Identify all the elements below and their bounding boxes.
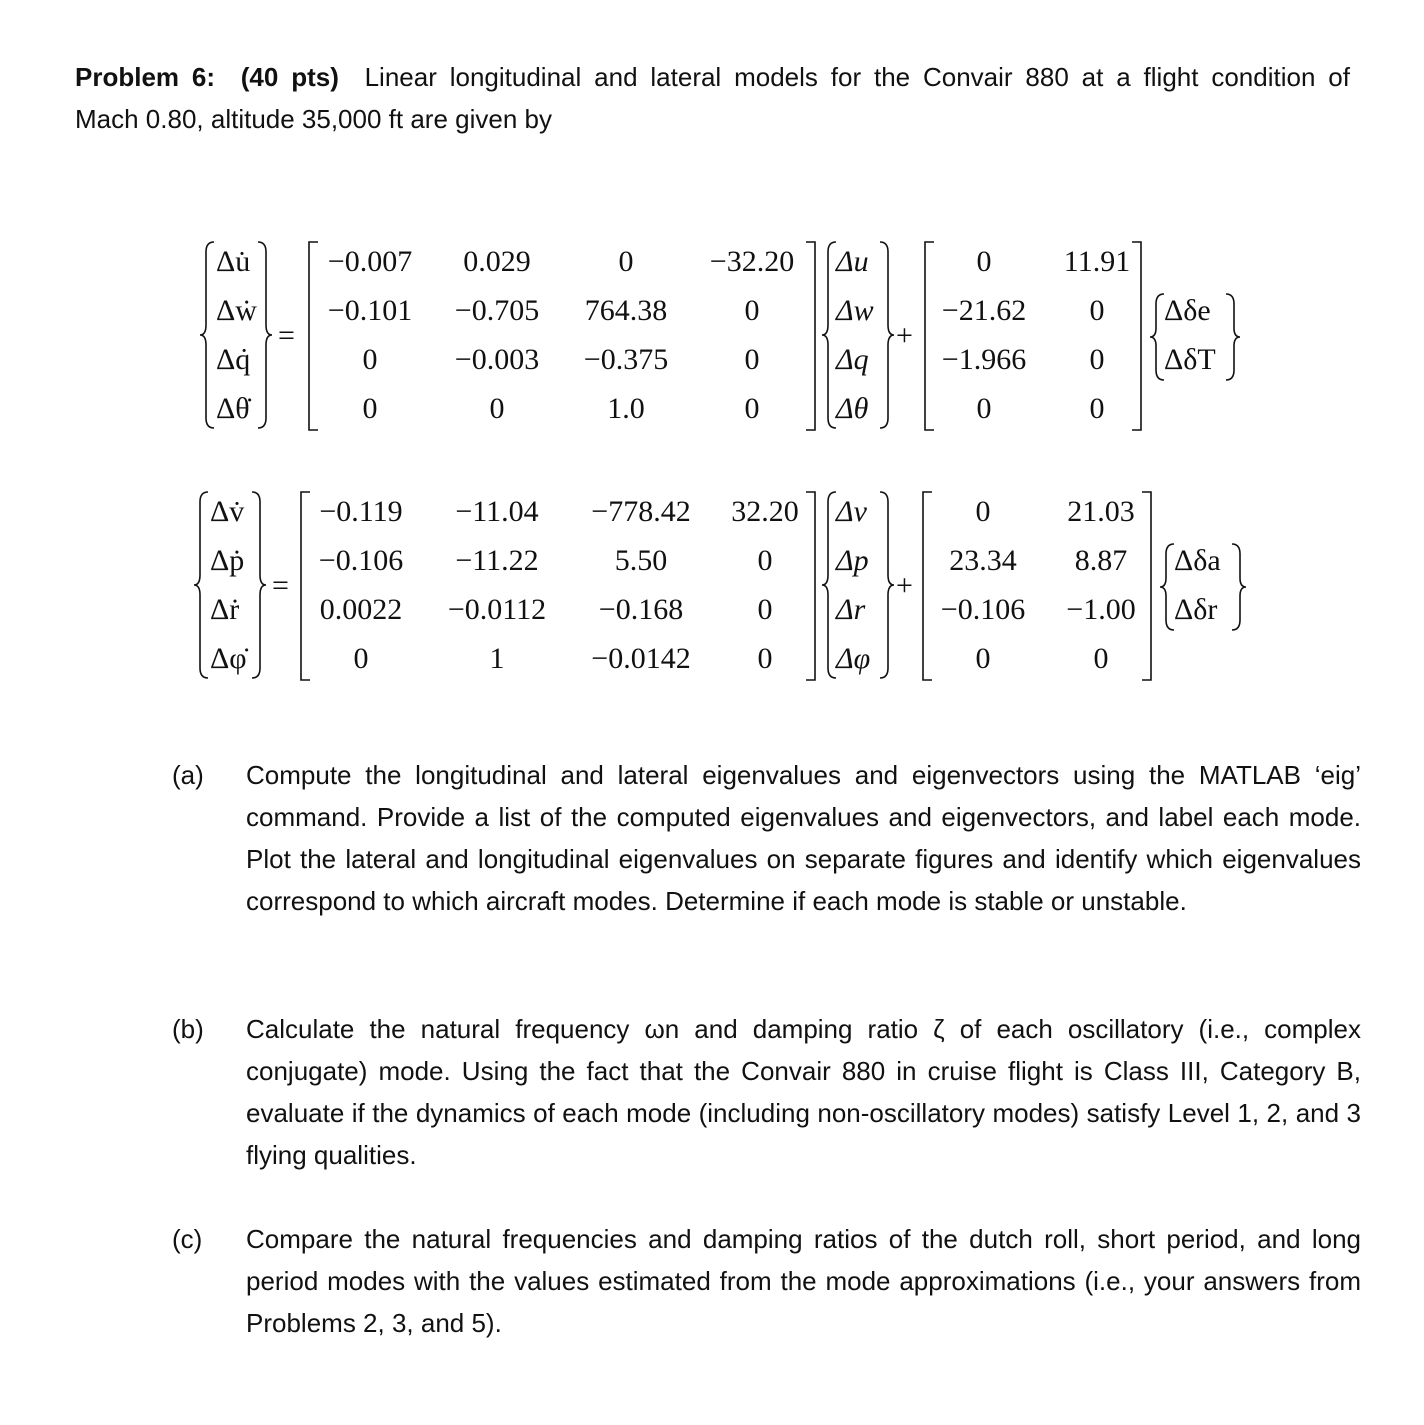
lat-A-bracket-right <box>804 490 818 682</box>
long-equals: = <box>278 319 295 352</box>
lat-equals: = <box>272 569 289 602</box>
part-b-label: (b) <box>172 1014 204 1044</box>
lat-A-2-2: −0.168 <box>598 593 684 626</box>
problem-label: Problem 6: <box>75 62 216 92</box>
long-B-2-0: −1.966 <box>941 343 1027 376</box>
lat-B-bracket-right <box>1140 490 1154 682</box>
long-A-1-0: −0.101 <box>327 294 413 327</box>
long-u-0: Δδe <box>1164 294 1211 327</box>
lat-u-1: Δδr <box>1174 593 1218 626</box>
long-lhs-2: Δq̇ <box>216 343 251 376</box>
long-B-3-0: 0 <box>976 392 992 425</box>
lat-A-1-0: −0.106 <box>318 544 404 577</box>
long-A-0-2: 0 <box>618 245 634 278</box>
lat-x-2: Δr <box>836 593 866 626</box>
long-A-0-1: 0.029 <box>463 245 531 278</box>
long-x-3: Δθ <box>836 392 869 425</box>
lat-B-2-1: −1.00 <box>1066 593 1136 626</box>
part-b-text: Calculate the natural frequency ωn and damping ratio ζ of each oscillatory (i.e., complex conjugate) mode. Using the fact that the Convair 880 in cruise flight is Class III, Category B, evaluate if the dynamics of each mode (including non-oscillatory modes) satisfy Level 1, 2, and 3 flying qualities. <box>246 1014 1361 1170</box>
lat-B-0-0: 0 <box>975 495 991 528</box>
lat-u-0: Δδa <box>1174 544 1221 577</box>
long-plus: + <box>896 319 913 352</box>
long-A-3-1: 0 <box>489 392 505 425</box>
lat-lhs-2: Δṙ <box>210 593 240 626</box>
lat-A-2-1: −0.0112 <box>447 593 547 626</box>
long-A-2-2: −0.375 <box>583 343 669 376</box>
lat-u-brace-right <box>1228 542 1248 632</box>
long-A-3-0: 0 <box>362 392 378 425</box>
lat-A-3-2: −0.0142 <box>591 642 691 675</box>
long-B-1-1: 0 <box>1089 294 1105 327</box>
long-B-0-1: 11.91 <box>1063 245 1131 278</box>
lat-x-brace-right <box>876 490 896 680</box>
long-A-2-3: 0 <box>744 343 760 376</box>
part-a-label: (a) <box>172 760 204 790</box>
long-B-0-0: 0 <box>976 245 992 278</box>
lat-lhs-3: Δφ̇ <box>210 642 247 675</box>
intro-text-1: Linear longitudinal and lateral models for the Convair 880 at a flight condition of <box>364 62 1350 92</box>
intro-text-2: Mach 0.80, altitude 35,000 ft are given by <box>75 104 552 134</box>
long-B-3-1: 0 <box>1089 392 1105 425</box>
lat-B-2-0: −0.106 <box>940 593 1026 626</box>
lat-x-3: Δφ <box>836 642 871 675</box>
long-A-0-0: −0.007 <box>327 245 413 278</box>
lat-B-1-0: 23.34 <box>949 544 1017 577</box>
lat-lhs-1: Δṗ <box>210 544 245 577</box>
long-A-1-2: 764.38 <box>584 294 668 327</box>
long-lhs-3: Δθ̇ <box>216 392 250 425</box>
long-B-1-0: −21.62 <box>941 294 1027 327</box>
lat-lhs-brace-left <box>192 490 212 680</box>
lat-x-1: Δp <box>836 544 869 577</box>
lat-A-0-3: 32.20 <box>731 495 799 528</box>
long-A-1-1: −0.705 <box>454 294 540 327</box>
lat-plus: + <box>896 569 913 602</box>
long-A-3-3: 0 <box>744 392 760 425</box>
lat-A-3-0: 0 <box>353 642 369 675</box>
lat-A-0-2: −778.42 <box>591 495 691 528</box>
long-B-2-1: 0 <box>1089 343 1105 376</box>
lat-A-2-0: 0.0022 <box>319 593 403 626</box>
lat-A-2-3: 0 <box>757 593 773 626</box>
lateral-equation <box>0 0 1424 700</box>
part-c-text: Compare the natural frequencies and damping ratios of the dutch roll, short period, and long period modes with the values estimated from the mode approximations (i.e., your answers from Problems 2, 3, and 5). <box>246 1224 1361 1338</box>
lat-A-1-3: 0 <box>757 544 773 577</box>
long-lhs-0: Δu̇ <box>216 245 251 278</box>
part-c-label: (c) <box>172 1224 203 1254</box>
long-A-2-0: 0 <box>362 343 378 376</box>
lat-lhs-brace-right <box>248 490 268 680</box>
long-A-3-2: 1.0 <box>607 392 645 425</box>
lat-B-3-1: 0 <box>1093 642 1109 675</box>
long-lhs-1: Δẇ <box>216 294 257 327</box>
long-x-1: Δw <box>836 294 874 327</box>
long-A-0-3: −32.20 <box>709 245 795 278</box>
lat-A-0-0: −0.119 <box>319 495 403 528</box>
long-A-2-1: −0.003 <box>454 343 540 376</box>
lat-A-0-1: −11.04 <box>455 495 539 528</box>
lat-B-0-1: 21.03 <box>1067 495 1135 528</box>
lat-A-3-3: 0 <box>757 642 773 675</box>
long-x-0: Δu <box>836 245 869 278</box>
lat-lhs-0: Δv̇ <box>210 495 245 528</box>
lat-A-bracket-left <box>298 490 312 682</box>
lat-A-3-1: 1 <box>489 642 505 675</box>
part-a-text: Compute the longitudinal and lateral eigenvalues and eigenvectors using the MATLAB ‘eig’ command. Provide a list of the computed eigenvalues and eigenvectors, and label each mode. Plot the lateral and longitudinal eigenvalues on separate figures and identify which eigenvalues correspond to which aircraft modes. Determine if each mode is stable or unstable. <box>246 760 1361 916</box>
points-label: (40 pts) <box>240 62 339 92</box>
long-u-1: ΔδT <box>1164 343 1216 376</box>
lat-B-bracket-left <box>920 490 934 682</box>
lat-A-1-2: 5.50 <box>614 544 668 577</box>
long-A-1-3: 0 <box>744 294 760 327</box>
lat-A-1-1: −11.22 <box>455 544 539 577</box>
lat-x-0: Δv <box>836 495 867 528</box>
lat-B-3-0: 0 <box>975 642 991 675</box>
long-x-2: Δq <box>836 343 869 376</box>
lat-B-1-1: 8.87 <box>1074 544 1128 577</box>
